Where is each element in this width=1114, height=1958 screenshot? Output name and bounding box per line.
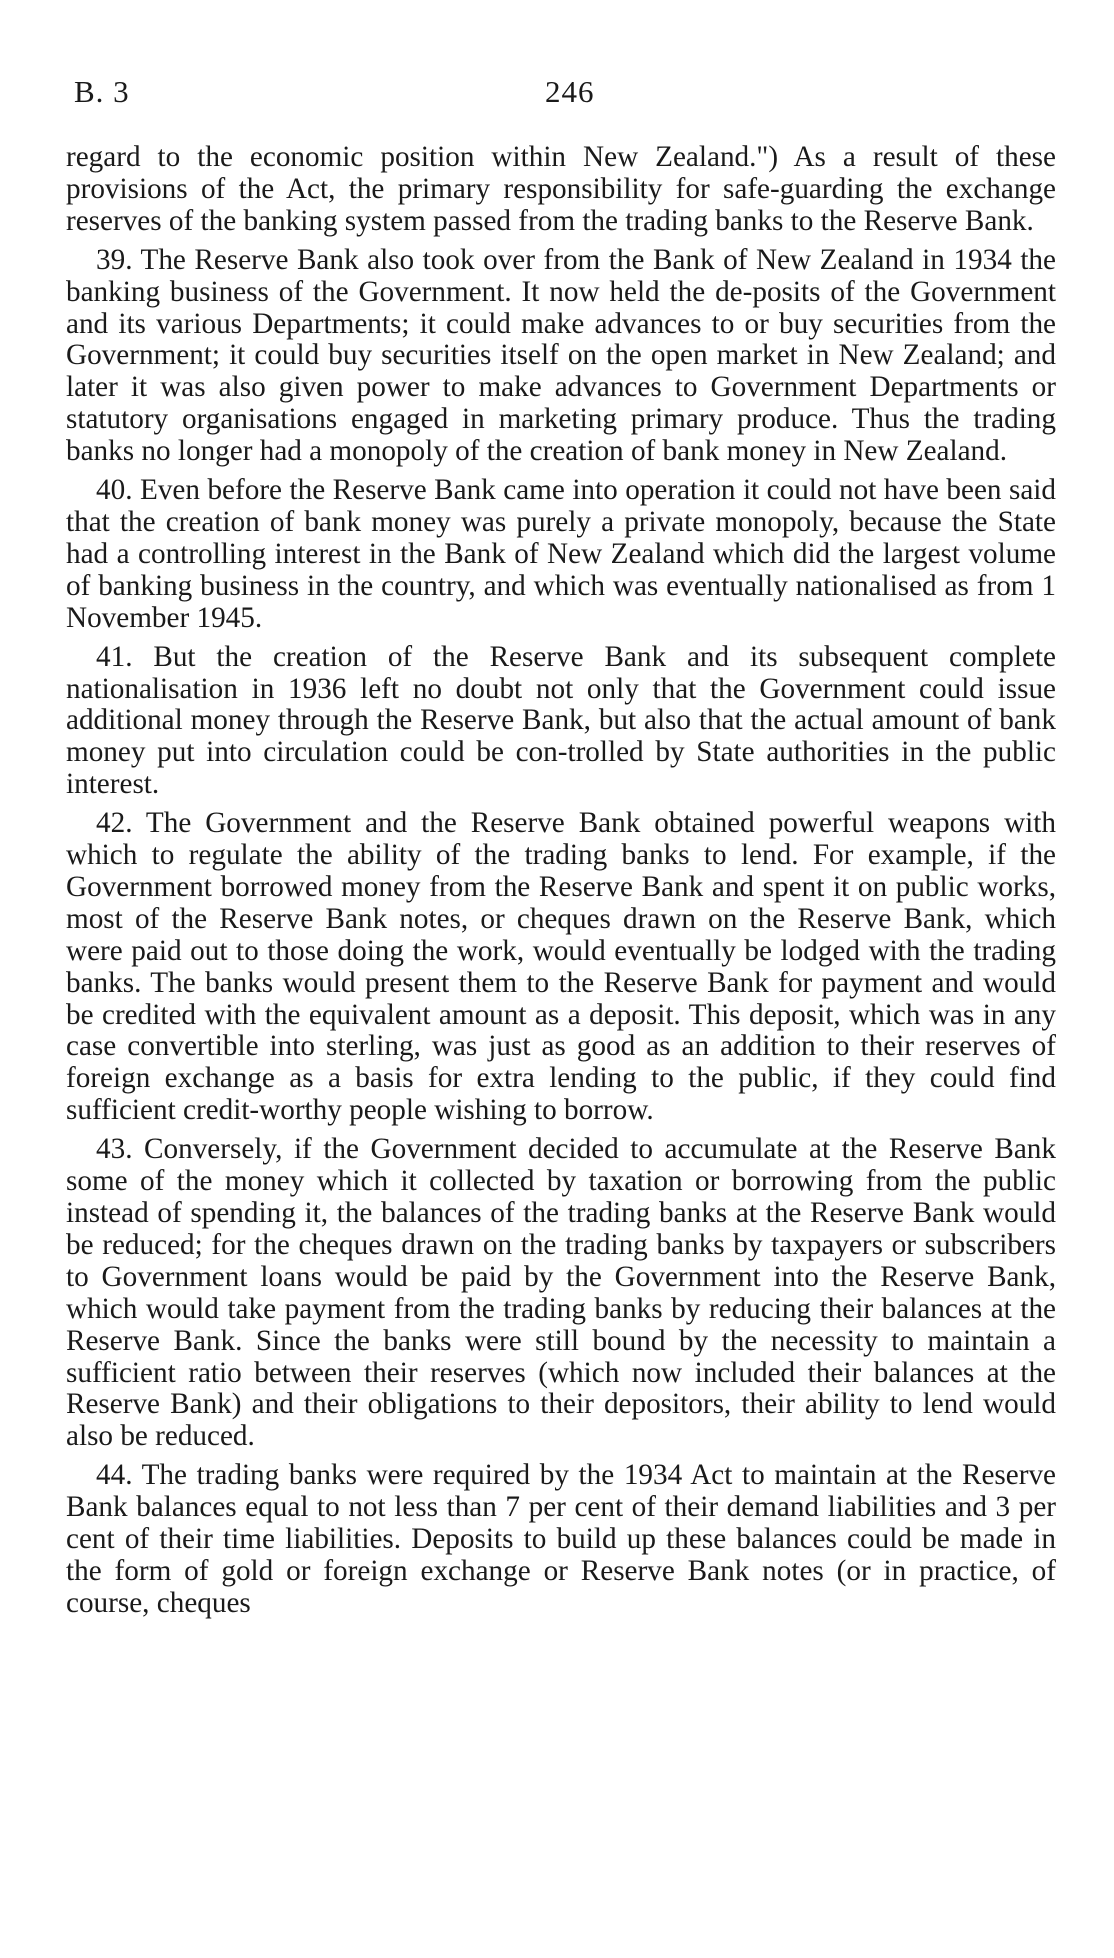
paragraph-text: The Government and the Reserve Bank obtained powerful weapons with which to regulate the ability of the trading banks to lend. For example, if the Government borrowed money from the Reserve Bank and spent it on public works, most of the Reserve Bank notes, or cheques drawn on the Reserve Bank, which were paid out to those doing the work, would eventually be lodged with the trading banks. The banks would present them to the Reserve Bank for payment and would be credited with the equivalent amount as a deposit. This deposit, which was in any case convertible into sterling, was just as good as an addition to their reserves of foreign exchange as a basis for extra lending to the public, if they could find sufficient credit-worthy people wishing to borrow.	[66, 807, 1056, 1127]
document-code: B. 3	[74, 74, 130, 109]
paragraph-text: regard to the economic position within New Zealand.") As a result of these provisions of the Act, the primary responsibility for safe-guarding the exchange reserves of the banking system passed from the trading banks to the Reserve Bank.	[66, 141, 1056, 237]
paragraph-text: The trading banks were required by the 1934 Act to maintain at the Reserve Bank balances equal to not less than 7 per cent of their demand liabilities and 3 per cent of their time liabilities. Deposits to build up these balances could be made in the form of gold or foreign exchange or Reserve Bank notes (or in practice, of course, cheques	[66, 1459, 1056, 1619]
paragraph-text: Conversely, if the Government decided to accumulate at the Reserve Bank some of the money which it collected by taxation or borrowing from the public instead of spending it, the balances of the trading banks at the Reserve Bank would be reduced; for the cheques drawn on the trading banks by taxpayers or subscribers to Government loans would be paid by the Government into the Reserve Bank, which would take payment from the trading banks by reducing their balances at the Reserve Bank. Since the banks were still bound by the necessity to maintain a sufficient ratio between their reserves (which now included their balances at the Reserve Bank) and their obligations to their depositors, their ability to lend would also be reduced.	[66, 1133, 1056, 1453]
page-header	[74, 74, 1058, 114]
paragraph-text: Even before the Reserve Bank came into operation it could not have been said that the creation of bank money was purely a private monopoly, because the State had a controlling interest in the Bank of New Zealand which did the largest volume of banking business in the country, and which was eventually nationalised as from 1 November 1945.	[66, 474, 1057, 634]
paragraph-39	[66, 245, 1056, 468]
paragraph-43	[66, 1134, 1056, 1453]
paragraph-continuation	[66, 142, 1056, 238]
paragraph-number: 42.	[96, 807, 133, 840]
paragraph-40	[66, 475, 1056, 635]
body-text	[66, 142, 1056, 1627]
paragraph-text: The Reserve Bank also took over from the Bank of New Zealand in 1934 the banking business of the Government. It now held the de-posits of the Government and its various Departments; it could make advances to or buy securities from the Government; it could buy securities itself on the open market in New Zealand; and later it was also given power to make advances to Government Departments or statutory organisations engaged in marketing primary produce. Thus the trading banks no longer had a monopoly of the creation of bank money in New Zealand.	[66, 243, 1056, 468]
paragraph-number: 39.	[96, 243, 133, 276]
paragraph-number: 40.	[96, 474, 133, 507]
paragraph-number: 41.	[96, 640, 133, 673]
paragraph-42	[66, 808, 1056, 1127]
paragraph-44	[66, 1460, 1056, 1620]
paragraph-number: 44.	[96, 1459, 133, 1492]
paragraph-text: But the creation of the Reserve Bank and its subsequent complete nationalisation in 1936 left no doubt not only that the Government could issue additional money through the Reserve Bank, but also that the actual amount of bank money put into circulation could be con-trolled by State authorities in the public interest.	[66, 640, 1056, 801]
paragraph-41	[66, 642, 1056, 802]
paragraph-number: 43.	[96, 1133, 133, 1166]
page-number: 246	[545, 74, 595, 109]
